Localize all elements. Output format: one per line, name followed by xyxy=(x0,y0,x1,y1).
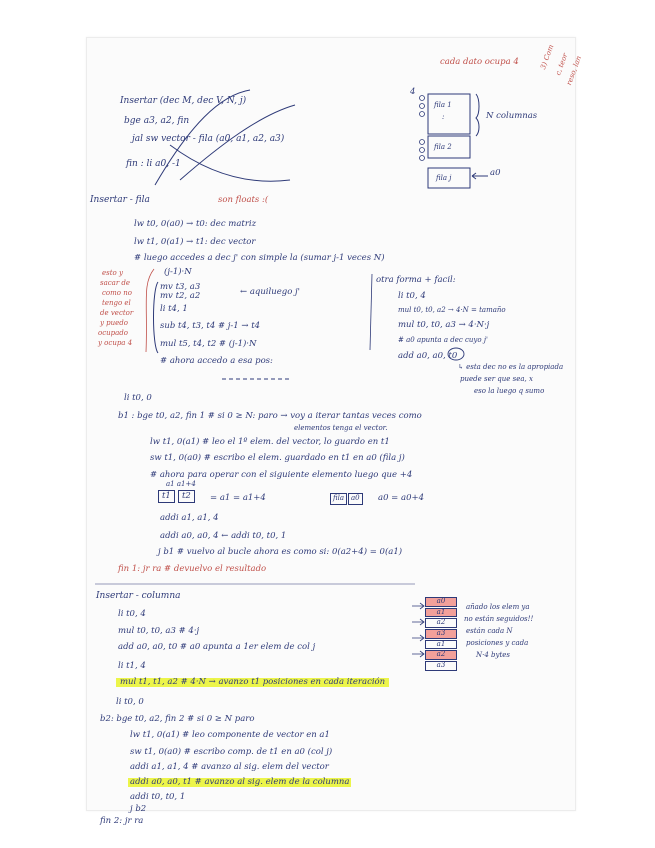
col-note-4: posiciones y cada xyxy=(466,639,529,647)
block1-line1: Insertar (dec M, dec V, N, j) xyxy=(120,96,247,106)
fila-line6: mv t2, a2 xyxy=(160,291,201,301)
col-l2: mul t0, t0, a3 # 4·j xyxy=(118,626,200,636)
box-t2: t2 xyxy=(178,490,195,503)
loop1-l5c: a0 = a0+4 xyxy=(378,493,425,503)
fila-line9: mul t5, t4, t2 # (j-1)·N xyxy=(160,339,257,349)
stack-arrows xyxy=(410,600,426,660)
side-note-1: 3) Com xyxy=(539,43,556,71)
stack-cell: a2 xyxy=(425,618,457,628)
diagram-ncols: N columnas xyxy=(486,111,538,121)
loop1-l2: lw t1, 0(a1) # leo el 1º elem. del vector, lo guardo en t1 xyxy=(150,437,390,447)
section-fila-note: son floats :( xyxy=(218,195,269,205)
section-divider xyxy=(95,581,415,587)
col-l3: add a0, a0, t0 # a0 apunta a 1er elem de col j xyxy=(118,642,316,652)
alt-line1: otra forma + facil: xyxy=(376,275,456,285)
col-l11: addi t0, t0, 1 xyxy=(130,792,186,802)
loop1-l3: sw t1, 0(a0) # escribo el elem. guardado en t1 en a0 (fila j) xyxy=(150,453,405,463)
box-t1: t1 xyxy=(158,490,175,503)
diagram-fila1: fila 1 xyxy=(434,101,452,109)
stack-cell: a3 xyxy=(425,661,457,671)
loop1-b1: b1 : bge t0, a2, fin 1 # si 0 ≥ N: paro → voy a iterar tantas veces como xyxy=(118,411,422,421)
col-note-1: añado los elem ya xyxy=(466,603,530,611)
col-l9: addi a1, a1, 4 # avanzo al sig. elem del vector xyxy=(130,762,329,772)
loop1-b1b: elementos tenga el vector. xyxy=(294,424,388,432)
block1-line2: bge a3, a2, fin xyxy=(124,116,190,126)
note-line4: eso la luego q sumo xyxy=(474,387,545,395)
note-line2: ↳ esta dec no es la apropiada xyxy=(458,363,564,371)
red-note-5: de vector xyxy=(100,309,134,317)
red-note-bracket xyxy=(96,264,156,354)
alt-line2: li t0, 4 xyxy=(398,291,426,301)
circle-a0 xyxy=(446,346,466,362)
fila-line8: sub t4, t3, t4 # j-1 → t4 xyxy=(160,321,261,331)
fila-line5: mv t3, a3 xyxy=(160,282,201,292)
matrix-diagram xyxy=(410,84,520,194)
block1-line3: jal sw vector - fila (a0, a1, a2, a3) xyxy=(132,134,285,144)
alt-bracket xyxy=(366,272,376,352)
memory-stack xyxy=(425,597,457,671)
col-l8: sw t1, 0(a0) # escribo comp. de t1 en a0 (col j) xyxy=(130,747,333,757)
col-l5-highlighted: mul t1, t1, a2 # 4·N → avanzo t1 posiciones en cada iteración xyxy=(116,678,389,687)
loop1-l4: # ahora para operar con el siguiente elemento luego que +4 xyxy=(150,470,413,480)
col-note-2: no están seguidos!! xyxy=(464,615,534,623)
alt-line4: mul t0, t0, a3 → 4·N·j xyxy=(398,320,490,330)
col-b2: b2: bge t0, a2, fin 2 # si 0 ≥ N paro xyxy=(100,714,255,724)
note-line3: puede ser que sea, x xyxy=(460,375,533,383)
block1-line4: fin : li a0, -1 xyxy=(126,159,181,169)
col-l4: li t1, 4 xyxy=(118,661,146,671)
side-note-2: c, teor xyxy=(554,52,570,77)
col-l13: fin 2: jr ra xyxy=(100,816,144,826)
side-note-3: reso, lan xyxy=(565,54,584,87)
col-title: Insertar - columna xyxy=(96,591,181,601)
col-l7: lw t1, 0(a1) # leo componente de vector en a1 xyxy=(130,730,330,740)
col-l10-highlighted: addi a0, a0, t1 # avanzo al sig. elem de la columna xyxy=(130,777,350,787)
loop1-l6: addi a1, a1, 4 xyxy=(160,513,219,523)
red-note-8: y ocupa 4 xyxy=(98,339,133,347)
stack-cell: a3 xyxy=(425,629,457,639)
alt-line6: add a0, a0, t0 xyxy=(398,351,458,361)
loop1-l5b: = a1 = a1+4 xyxy=(210,493,266,503)
col-l12: j b2 xyxy=(130,804,147,814)
stack-cell: a1 xyxy=(425,640,457,650)
red-note-3: como no xyxy=(102,289,132,297)
diagram-dots: : xyxy=(442,113,445,121)
loop1-li: li t0, 0 xyxy=(124,393,152,403)
stack-cell: a0 xyxy=(425,597,457,607)
red-note-2: sacar de xyxy=(100,279,131,287)
fila-line1: lw t0, 0(a0) → t0: dec matriz xyxy=(134,219,257,229)
diagram-num: 4 xyxy=(410,87,416,97)
fila-line7: li t4, 1 xyxy=(160,304,188,314)
col-l6: li t0, 0 xyxy=(116,697,144,707)
box-fila: fila xyxy=(330,493,347,505)
alt-line5: # a0 apunta a dec cuyo j' xyxy=(398,336,488,344)
fila-arrow-note: ← aquiluego j' xyxy=(240,287,300,297)
col-note-5: N·4 bytes xyxy=(476,651,511,659)
loop1-l8: j b1 # vuelvo al bucle ahora es como si: 0(a2+4) = 0(a1) xyxy=(158,547,403,557)
box-a0: a0 xyxy=(348,493,363,505)
col-l1: li t0, 4 xyxy=(118,609,146,619)
red-note-6: y puedo xyxy=(100,319,129,327)
red-note-4: tengo el xyxy=(102,299,131,307)
section-fila-title: Insertar - fila xyxy=(90,195,150,205)
stack-cell: a1 xyxy=(425,608,457,618)
fila-line3: # luego accedes a dec j' con simple la (sumar j-1 veces N) xyxy=(134,253,385,263)
red-note-1: esto y xyxy=(102,269,123,277)
dash-line xyxy=(222,376,292,382)
scribble-cross xyxy=(150,85,300,195)
stack-cell: a2 xyxy=(425,650,457,660)
diagram-a0: a0 xyxy=(490,168,501,178)
loop1-l9: fin 1: jr ra # devuelvo el resultado xyxy=(118,564,267,574)
loop1-l7: addi a0, a0, 4 ← addi t0, t0, 1 xyxy=(160,531,287,541)
alt-line3: mul t0, t0, a2 → 4·N = tamaño xyxy=(398,306,506,314)
loop1-l5a: a1 a1+4 xyxy=(166,480,196,488)
diagram-fila2: fila 2 xyxy=(434,143,452,151)
fila-line4: (j-1)·N xyxy=(164,267,192,277)
fila-line2: lw t1, 0(a1) → t1: dec vector xyxy=(134,237,256,247)
col-note-3: están cada N xyxy=(466,627,513,635)
top-note: cada dato ocupa 4 xyxy=(440,57,519,67)
diagram-filaj: fila j xyxy=(436,174,452,182)
red-note-7: ocupado xyxy=(98,329,128,337)
fila-line10: # ahora accedo a esa pos: xyxy=(160,356,273,366)
